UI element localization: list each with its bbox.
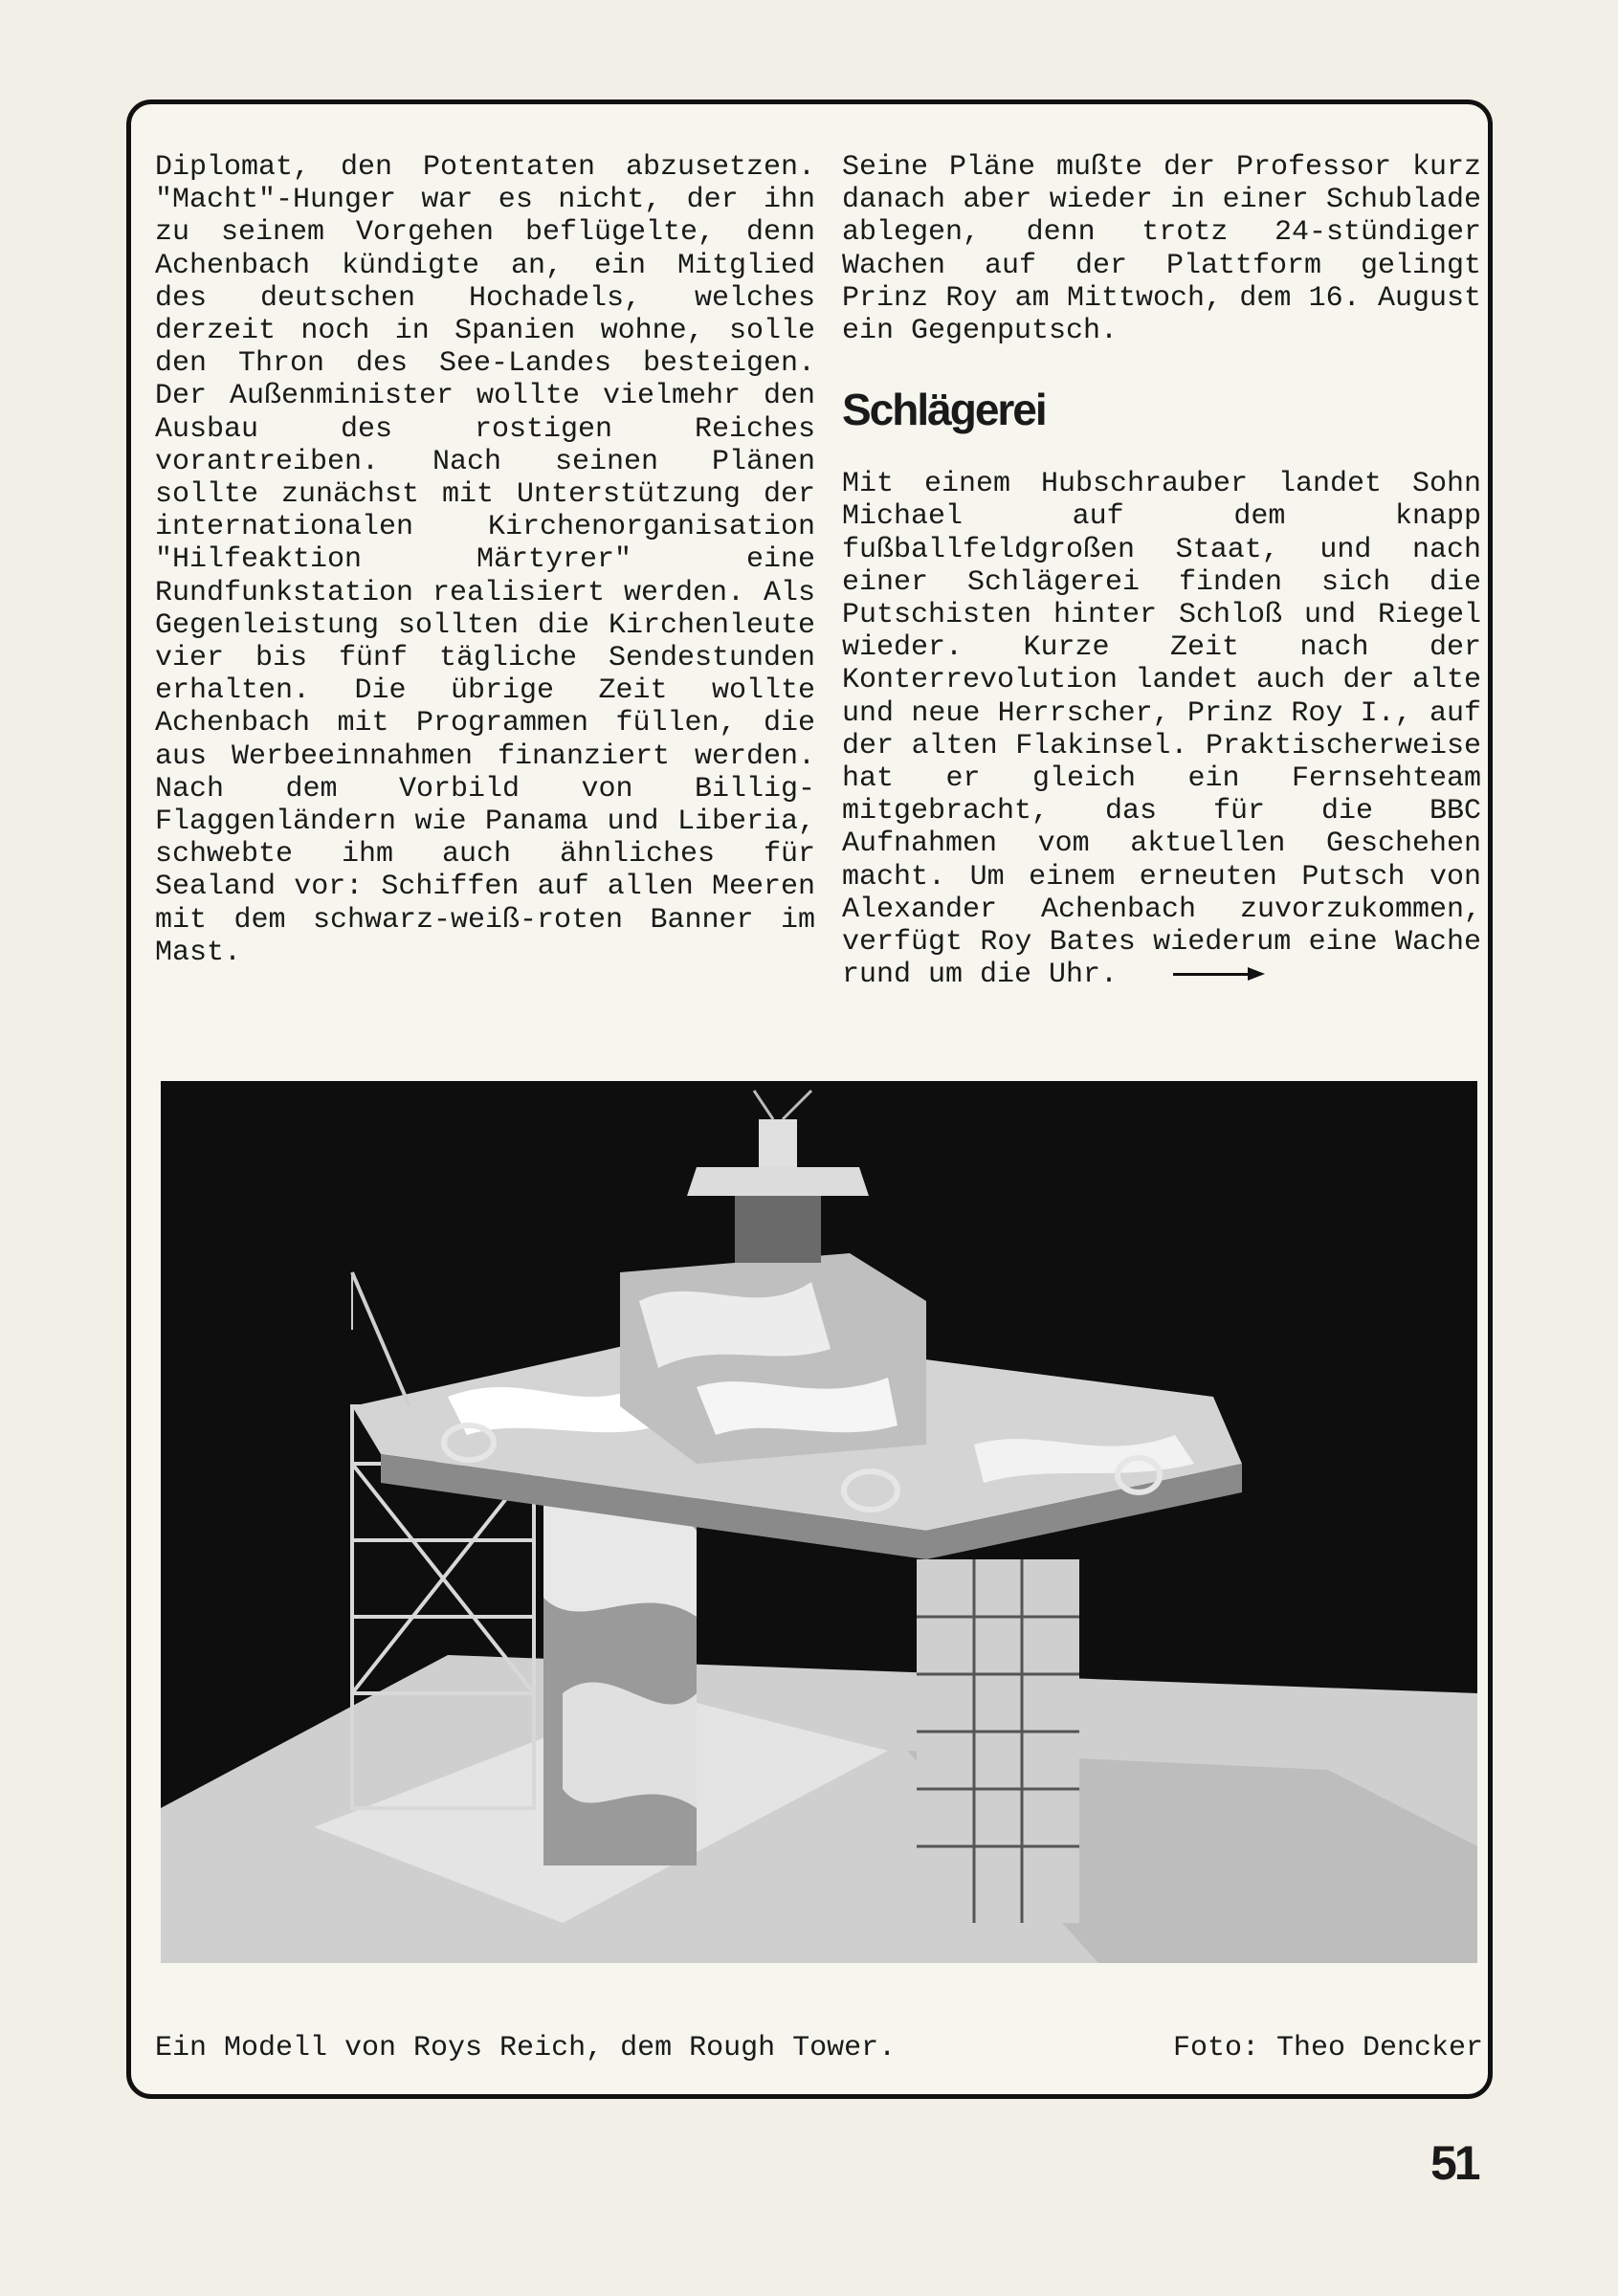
right-column: [842, 151, 1481, 991]
right-column-body: [842, 468, 1481, 991]
arrow-right-icon: [1173, 964, 1265, 983]
photo-caption: [155, 2032, 1483, 2064]
left-column-text: Diplomat, den Potentaten abzusetzen. "Macht"-Hunger war es nicht, der ihn zu seinem Vorgehen beflügelte, denn Achenbach kündigte an, ein Mitglied des deutschen Hochadels, welches derzeit noch in Spanien wohne, solle den Thron des See-Landes besteigen. Der Außenminister wollte vielmehr den Ausbau des rostigen Reiches vorantreiben. Nach seinen Plänen sollte zunächst mit Unterstützung der internationalen Kirchenorganisation "Hilfeaktion Märtyrer" eine Rundfunkstation realisiert werden. Als Gegenleistung sollten die Kirchenleute vier bis fünf tägliche Sendestunden erhalten. Die übrige Zeit wollte Achenbach mit Programmen füllen, die aus Werbeeinnahmen finanziert werden. Nach dem Vorbild von Billig-Flaggenländern wie Panama und Liberia, schwebte ihm auch ähnliches für Sealand vor: Schiffen auf allen Meeren mit dem schwarz-weiß-roten Banner im Mast.: [155, 151, 815, 969]
caption-text: Ein Modell von Roys Reich, dem Rough Tower.: [155, 2032, 897, 2064]
left-column: [155, 151, 815, 969]
right-column-intro: Seine Pläne mußte der Professor kurz danach aber wieder in einer Schublade ablegen, denn trotz 24-stündiger Wachen auf der Plattform gelingt Prinz Roy am Mittwoch, dem 16. August ein Gegenputsch.: [842, 151, 1481, 348]
right-column-body-text: Mit einem Hubschrauber landet Sohn Michael auf dem knapp fußballfeldgroßen Staat, und nach einer Schlägerei finden sich die Putschisten hinter Schloß und Riegel wieder. Kurze Zeit nach der Konterrevolution landet auch der alte und neue Herrscher, Prinz Roy I., auf der alten Flakinsel. Praktischerweise hat er gleich ein Fernsehteam mitgebracht, das für die BBC Aufnahmen vom aktuellen Geschehen macht. Um einem erneuten Putsch von Alexander Achenbach zuvorzukommen, verfügt Roy Bates wiederum eine Wache rund um die Uhr.: [842, 468, 1481, 992]
photo-credit: Foto: Theo Dencker: [1172, 2032, 1483, 2064]
section-heading: Schlägerei: [842, 385, 1046, 435]
model-photo: [161, 1081, 1477, 1963]
rough-tower-model-illustration: [161, 1081, 1477, 1963]
page-number: 51: [1430, 2136, 1478, 2190]
